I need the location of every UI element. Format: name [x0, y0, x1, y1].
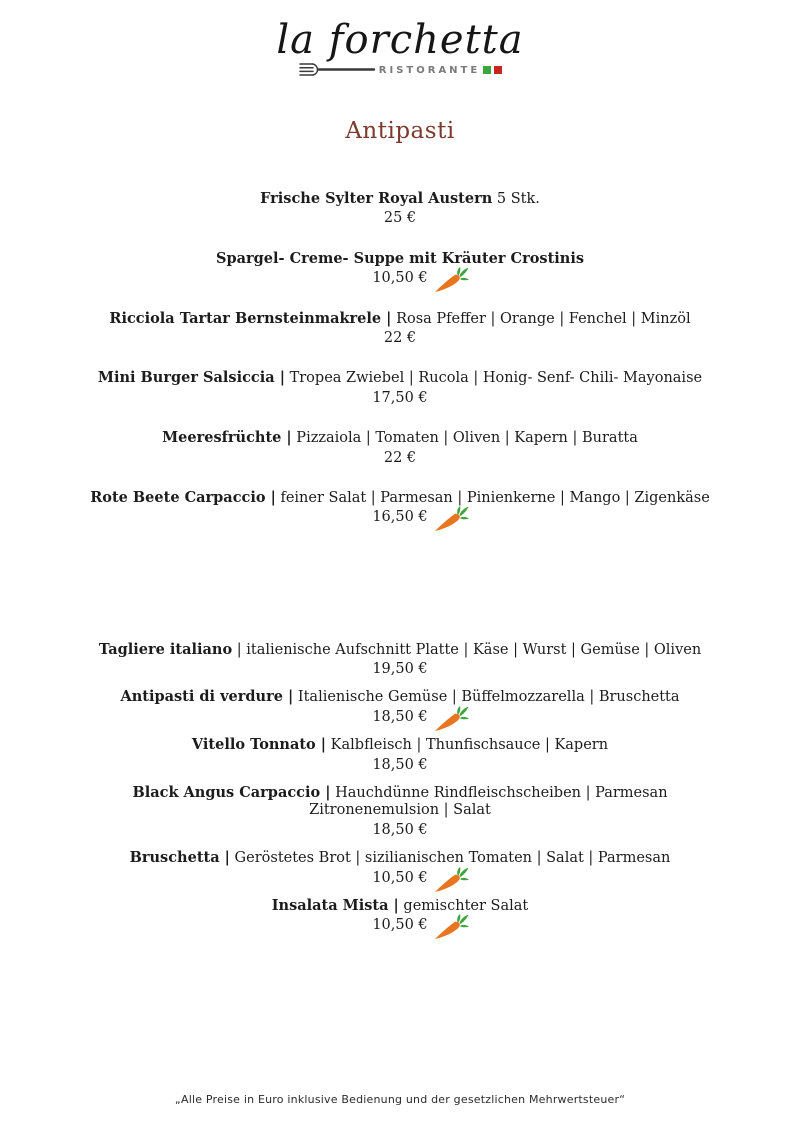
- item-name: Antipasti di verdure |: [120, 688, 294, 706]
- item-price-line: [20, 509, 780, 526]
- item-title-line: [20, 688, 780, 706]
- item-price-line: [20, 390, 780, 407]
- item-desc: Kalbfleisch | Thunfischsauce | Kapern: [326, 737, 609, 754]
- item-name: Bruschetta |: [129, 849, 230, 867]
- footer-note: „Alle Preise in Euro inklusive Bedienung und der gesetzlichen Mehrwertsteuer“: [174, 1093, 626, 1106]
- item-price: 25 €: [383, 210, 417, 227]
- item-desc: | italienische Aufschnitt Platte | Käse | Wurst | Gemüse | Oliven: [232, 641, 702, 658]
- menu-item: [20, 489, 780, 527]
- item-name: Tagliere italiano: [98, 640, 233, 658]
- item-price: 18,50 €: [372, 756, 428, 773]
- item-price-line: [20, 330, 780, 347]
- item-desc: Italienische Gemüse | Büffelmozzarella | Bruschetta: [293, 689, 680, 706]
- item-title-line: [20, 369, 780, 387]
- menu-item: [20, 849, 780, 887]
- item-price: 10,50 €: [372, 917, 428, 934]
- item-price-line: [20, 661, 780, 678]
- item-desc: Hauchdünne Rindfleischscheiben | Parmesan: [330, 785, 668, 802]
- item-price: 18,50 €: [372, 708, 428, 725]
- item-price-line: [20, 210, 780, 227]
- logo-wordmark: la forchetta: [276, 17, 524, 63]
- item-price: 22 €: [383, 329, 417, 346]
- menu-group-1: [20, 190, 780, 527]
- item-desc: Geröstetes Brot | sizilianischen Tomaten | Salat | Parmesan: [229, 850, 671, 867]
- item-price: 10,50 €: [372, 270, 428, 287]
- menu-item: [20, 641, 780, 679]
- carrot-icon: [433, 706, 469, 733]
- restaurant-logo: [0, 0, 800, 78]
- item-price-line: [20, 709, 780, 726]
- item-title-line: [20, 489, 780, 507]
- italian-flag-red-square: [494, 66, 502, 74]
- menu-item: [20, 736, 780, 774]
- item-desc: Pizzaiola | Tomaten | Oliven | Kapern | Buratta: [291, 430, 638, 447]
- item-name: Vitello Tonnato |: [191, 736, 327, 754]
- carrot-icon: [433, 914, 469, 941]
- carrot-icon: [433, 267, 469, 294]
- item-title-line: [20, 897, 780, 915]
- menu-item: [20, 688, 780, 726]
- item-name: Insalata Mista |: [271, 896, 399, 914]
- item-price: 19,50 €: [372, 661, 428, 678]
- item-name: Rote Beete Carpaccio |: [90, 488, 276, 506]
- page-title: Antipasti: [345, 118, 455, 144]
- item-name: Frische Sylter Royal Austern: [260, 190, 493, 207]
- logo-subtitle: RISTORANTE: [378, 64, 481, 76]
- item-title-line: [20, 190, 780, 208]
- item-price: 10,50 €: [372, 869, 428, 886]
- item-name: Meeresfrüchte |: [162, 429, 292, 447]
- menu-item: [20, 310, 780, 348]
- item-price: 16,50 €: [372, 509, 428, 526]
- item-title-line: [20, 429, 780, 447]
- carrot-icon: [433, 506, 469, 533]
- menu-item: [20, 369, 780, 407]
- item-price: 17,50 €: [372, 389, 428, 406]
- item-name: Black Angus Carpaccio |: [132, 784, 331, 802]
- item-title-line: [20, 641, 780, 659]
- carrot-icon: [433, 867, 469, 894]
- item-desc: 5 Stk.: [492, 191, 540, 207]
- item-desc: feiner Salat | Parmesan | Pinienkerne | Mango | Zigenkäse: [275, 489, 710, 506]
- item-price-line: [20, 450, 780, 467]
- item-title-line: [20, 250, 780, 268]
- item-name: Ricciola Tartar Bernsteinmakrele |: [109, 309, 392, 327]
- italian-flag-green-square: [483, 66, 491, 74]
- item-title-line: [20, 784, 780, 802]
- item-price-line: [20, 917, 780, 934]
- item-desc2: Zitronenemulsion | Salat: [309, 802, 491, 819]
- item-price-line: [20, 822, 780, 839]
- item-title-line: [20, 849, 780, 867]
- item-title-line: [20, 736, 780, 754]
- logo-subtitle-row: [0, 62, 800, 78]
- fork-icon: [298, 62, 376, 78]
- menu-item: [20, 250, 780, 288]
- item-desc: Tropea Zwiebel | Rucola | Honig- Senf- Chili- Mayonaise: [284, 370, 703, 387]
- menu-item: [20, 429, 780, 467]
- menu-group-2: [20, 641, 780, 935]
- item-price-line: [20, 270, 780, 287]
- item-desc: Rosa Pfeffer | Orange | Fenchel | Minzöl: [391, 310, 691, 327]
- item-price: 22 €: [383, 449, 417, 466]
- item-name: Spargel- Creme- Suppe mit Kräuter Crostinis: [215, 249, 584, 267]
- menu-item: [20, 897, 780, 935]
- item-desc: gemischter Salat: [398, 897, 529, 914]
- item-price-line: [20, 757, 780, 774]
- menu-list: [20, 190, 780, 935]
- menu-item: [20, 190, 780, 228]
- menu-item: [20, 784, 780, 839]
- item-name: Mini Burger Salsiccia |: [97, 369, 285, 387]
- item-title-line: [20, 310, 780, 328]
- item-price-line: [20, 870, 780, 887]
- section-gap: [20, 549, 780, 641]
- item-price: 18,50 €: [372, 821, 428, 838]
